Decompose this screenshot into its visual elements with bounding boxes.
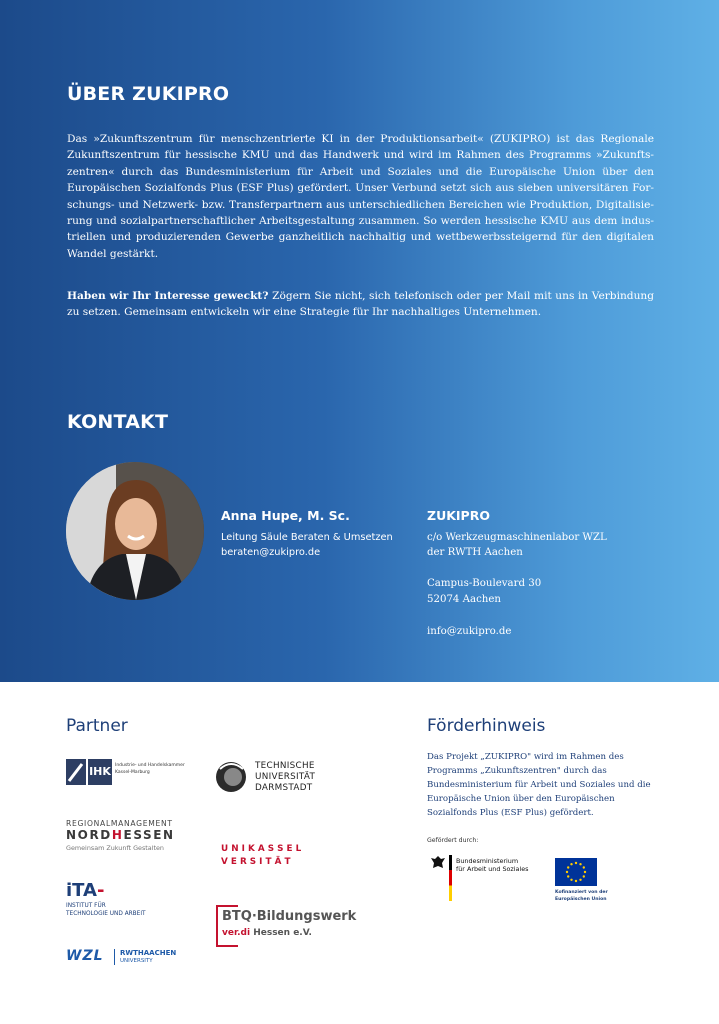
- btq-line1: BTQ·Bildungswerk: [222, 909, 357, 924]
- org-name: ZUKIPRO: [427, 508, 490, 523]
- org-line1: c/o Werkzeugmaschinenlabor WZL: [427, 532, 607, 543]
- tu-line1: TECHNISCHE: [255, 761, 315, 771]
- org-city: 52074 Aachen: [427, 594, 501, 605]
- rwth-line1: RWTHAACHEN: [120, 949, 177, 957]
- ita-line1: INSTITUT FÜR: [66, 903, 106, 909]
- contact-person-name: Anna Hupe, M. Sc.: [221, 508, 350, 523]
- eu-line2: Europäischen Union: [555, 897, 607, 902]
- ita-logo: [66, 880, 176, 920]
- german-flag-bar: [449, 855, 452, 901]
- interest-text: Zögern Sie nicht, sich telefonisch oder per Mail mit uns in Verbindung zu setzen. Gemeinsam entwickeln wir eine Strategie für Ihr nachhaltiges Unternehmen.: [67, 290, 654, 319]
- funding-notice: Das Projekt „ZUKIPRO" wird im Rahmen des Programms „Zukunftszentren" durch das Bundesministerium für Arbeit und Soziales und die Europäische Union über den Europäischen Sozialfonds Plus (ESF Plus) gefördert.: [427, 752, 651, 818]
- wzl-divider: [114, 949, 115, 965]
- interest-bold: Haben wir Ihr Interesse geweckt?: [67, 290, 269, 302]
- uk-line2: V E R S I T Ä T: [221, 857, 291, 867]
- bmas-line1: Bundesministerium: [456, 857, 519, 865]
- rwth-line2: UNIVERSITY: [120, 958, 153, 964]
- ita-line2: TECHNOLOGIE UND ARBEIT: [66, 911, 146, 917]
- ihk-text2: Kassel-Marburg: [115, 770, 150, 775]
- rm-line2: [66, 828, 175, 842]
- about-paragraph: Das »Zukunftszentrum für menschzentrierte KI in der Produktionsarbeit« (ZUKIPRO) ist das Regionale Zukunftszentrum für hessische KMU und das Handwerk und wird im Rahmen des Programms »Zukunfts-zentren« durch das Bundesministerium für Arbeit und Soziales und die Europäische Union über den Europäischen Sozialfonds Plus (ESF Plus) gefördert. Unser Verbund setzt sich aus sieben universitären For-schungs- und Netzwerk- bzw. Transferpartnern aus unterschiedlichen Bereichen wie Produktion, Digitalisie-rung und sozialpartnerschaftlicher Arbeitsgestaltung zusammen. So werden hessische KMU aus dem indus-triellen und produzierenden Gewerbe ganzheitlich nachhaltig und wettbewerbssteigernd für den digitalen Wandel gestärkt.: [67, 133, 654, 260]
- interest-paragraph: [67, 288, 654, 321]
- tu-line3: DARMSTADT: [255, 783, 313, 793]
- rm-line1: REGIONALMANAGEMENT: [66, 819, 173, 828]
- ihk-logo: [66, 759, 185, 785]
- contact-person-role: Leitung Säule Beraten & Umsetzen: [221, 532, 393, 543]
- funding-heading: Förderhinweis: [427, 716, 546, 736]
- eu-flag-icon: [555, 858, 597, 886]
- wzl-rwth-logo: [66, 948, 186, 968]
- athena-head-icon: [215, 757, 247, 797]
- federal-eagle-icon: [430, 855, 446, 871]
- rm-nord: NORD: [66, 828, 112, 842]
- eu-logo: [555, 858, 625, 906]
- btq-line2: [222, 928, 312, 938]
- bmas-line2: für Arbeit und Soziales: [456, 865, 529, 873]
- regionalmanagement-logo: [66, 819, 186, 853]
- contact-photo: [66, 462, 204, 600]
- rm-line3: Gemeinsam Zukunft Gestalten: [66, 844, 164, 852]
- ihk-text1: Industrie- und Handelskammer: [115, 763, 185, 768]
- wzl-abbr: WZL: [66, 948, 104, 964]
- eu-line1: Kofinanziert von der: [555, 890, 608, 895]
- rm-essen: ESSEN: [123, 828, 175, 842]
- btq-verdi: ver.di: [222, 928, 251, 938]
- btq-hessen: Hessen e.V.: [250, 928, 312, 938]
- tu-darmstadt-logo: [215, 757, 325, 797]
- partner-heading: Partner: [66, 716, 128, 736]
- btq-logo: [216, 905, 357, 945]
- ihk-abbr: IHK: [88, 759, 112, 785]
- tu-line2: UNIVERSITÄT: [255, 772, 316, 782]
- ita-abbr-text: iTA: [66, 880, 97, 901]
- funded-by-label: Gefördert durch:: [427, 837, 479, 844]
- rm-h: H: [111, 828, 124, 842]
- about-heading: ÜBER ZUKIPRO: [67, 83, 230, 105]
- bmas-logo: [430, 855, 530, 901]
- contact-heading: KONTAKT: [67, 411, 169, 433]
- org-email[interactable]: info@zukipro.de: [427, 626, 512, 637]
- org-line2: der RWTH Aachen: [427, 547, 523, 558]
- ihk-mark-icon: [66, 759, 86, 785]
- org-street: Campus-Boulevard 30: [427, 578, 542, 589]
- contact-person-email[interactable]: beraten@zukipro.de: [221, 547, 321, 558]
- uk-line1: U N I K A S S E L: [221, 844, 302, 854]
- uni-kassel-logo: [221, 844, 331, 872]
- ita-abbr: iTA-: [66, 880, 105, 901]
